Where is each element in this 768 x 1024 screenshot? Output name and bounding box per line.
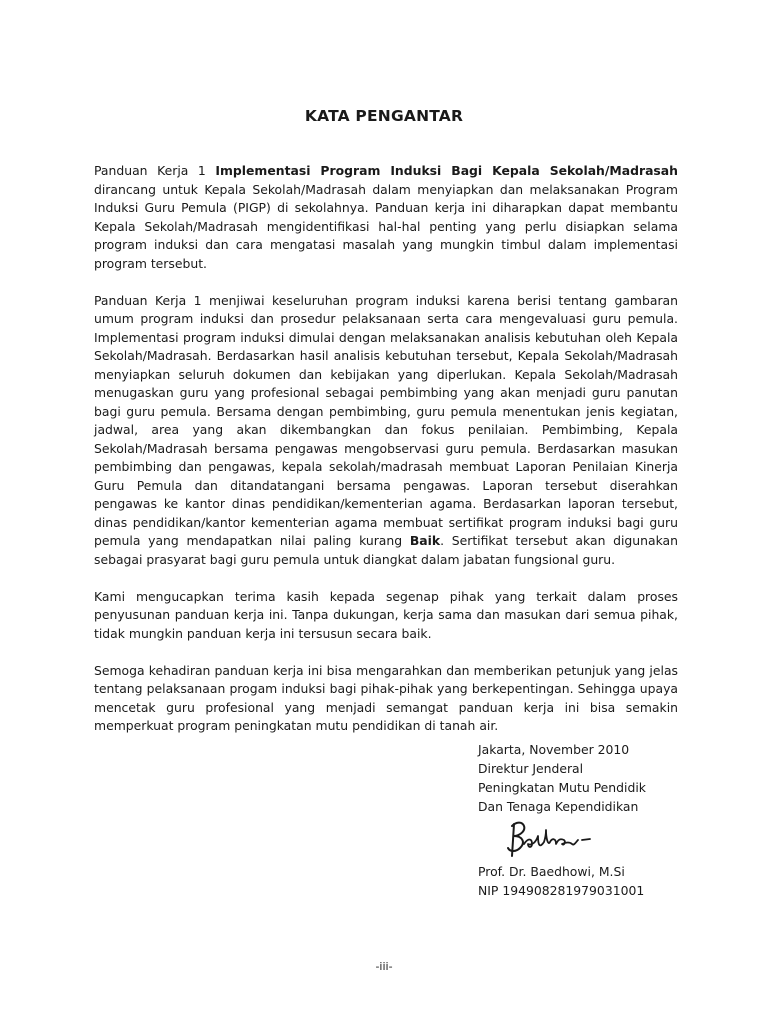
paragraph-text: dirancang untuk Kepala Sekolah/Madrasah dalam menyiapkan dan melaksanakan Program Induksi Guru Pemula (PIGP) di sekolahnya. Panduan kerja ini diharapkan dapat membantu Kepala Sekolah/Madrasah mengidentifikasi hal-hal penting yang perlu disiapkan selama program induksi dan cara mengatasi masalah yang mungkin timbul dalam implementasi program tersebut. [94, 181, 678, 271]
signature-block [478, 740, 718, 816]
page-title: KATA PENGANTAR [304, 107, 464, 125]
page-number: -iii- [375, 960, 393, 973]
handwritten-signature [500, 812, 610, 860]
position-line: Direktur Jenderal [478, 761, 584, 776]
position-line: Dan Tenaga Kependidikan [478, 799, 639, 814]
paragraph-closing: Semoga kehadiran panduan kerja ini bisa mengarahkan dan memberikan petunjuk yang jelas tentang pelaksanaan progam induksi bagi pihak-pihak yang berkepentingan. Sehingga upaya mencetak guru profesional yang menjadi semangat panduan kerja ini bisa semakin memperkuat program peningkatan mutu pendidikan di tanah air. [94, 662, 678, 733]
position-line: Peningkatan Mutu Pendidik [478, 780, 646, 795]
signatory-nip: NIP 194908281979031001 [478, 883, 645, 898]
document-title-emphasis: Implementasi Program Induksi Bagi Kepala Sekolah/Madrasah [215, 163, 678, 178]
paragraph-acknowledgement: Kami mengucapkan terima kasih kepada segenap pihak yang terkait dalam proses penyusunan panduan kerja ini. Tanpa dukungan, kerja sama dan masukan dari semua pihak, tidak mungkin panduan kerja ini tersusun secara baik. [94, 588, 678, 641]
body-text [94, 162, 678, 754]
paragraph-text: Panduan Kerja 1 [94, 163, 216, 178]
paragraph-text: . Sertifikat tersebut akan digunakan sebagai prasyarat bagi guru pemula untuk diangkat dalam jabatan fungsional guru. [94, 533, 678, 567]
place-date: Jakarta, November 2010 [478, 742, 630, 757]
signatory-name: Prof. Dr. Baedhowi, M.Si [478, 864, 625, 879]
signatory [478, 862, 718, 900]
paragraph-introduction [94, 162, 678, 273]
paragraph-text: Panduan Kerja 1 menjiwai keseluruhan program induksi karena berisi tentang gambaran umum program induksi dan prosedur pelaksanaan serta cara mengevaluasi guru pemula. Implementasi program induksi dimulai dengan melaksanakan analisis kebutuhan oleh Kepala Sekolah/Madrasah. Berdasarkan hasil analisis kebutuhan tersebut, Kepala Sekolah/Madrasah menyiapkan seluruh dokumen dan kebijakan yang diperlukan. Kepala Sekolah/Madrasah menugaskan guru yang profesional sebagai pembimbing yang akan menjadi guru panutan bagi guru pemula. Bersama dengan pembimbing, guru pemula menentukan jenis kegiatan, jadwal, area yang akan dikembangkan dan fokus penilaian. Pembimbing, Kepala Sekolah/Madrasah bersama pengawas mengobservasi guru pemula. Berdasarkan masukan pembimbing dan pengawas, kepala sekolah/madrasah membuat Laporan Penilaian Kinerja Guru Pemula dan ditandatangani bersama pengawas. Laporan tersebut diserahkan pengawas ke kantor dinas pendidikan/kementerian agama. Berdasarkan laporan tersebut, dinas pendidikan/kantor kementerian agama membuat sertifikat program induksi bagi guru pemula yang mendapatkan nilai paling kurang [94, 292, 678, 548]
paragraph-program-overview [94, 292, 678, 570]
grade-emphasis: Baik [409, 533, 441, 548]
